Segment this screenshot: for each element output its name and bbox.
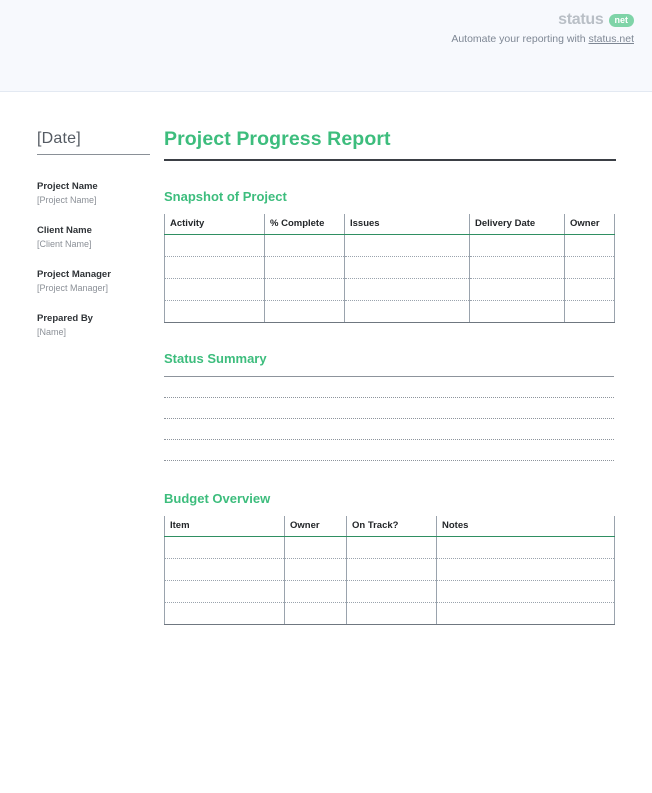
cell[interactable] bbox=[437, 559, 615, 581]
column-header-notes: Notes bbox=[437, 516, 615, 537]
summary-line[interactable] bbox=[164, 376, 614, 398]
column-header-delivery-date: Delivery Date bbox=[470, 214, 565, 235]
cell[interactable] bbox=[165, 603, 285, 625]
cell[interactable] bbox=[347, 603, 437, 625]
meta-item-client-name bbox=[37, 225, 152, 249]
cell[interactable] bbox=[165, 257, 265, 279]
page-title: Project Progress Report bbox=[164, 128, 616, 161]
cell[interactable] bbox=[165, 581, 285, 603]
column-header-on-track: On Track? bbox=[347, 516, 437, 537]
column-header-owner: Owner bbox=[285, 516, 347, 537]
meta-item-project-name bbox=[37, 181, 152, 205]
cell[interactable] bbox=[565, 301, 615, 323]
table-row bbox=[165, 279, 615, 301]
cell[interactable] bbox=[437, 537, 615, 559]
page-header-band bbox=[0, 0, 652, 92]
column-header-activity: Activity bbox=[165, 214, 265, 235]
meta-value[interactable]: [Project Name] bbox=[37, 195, 97, 205]
table-header-row bbox=[165, 214, 615, 235]
summary-line[interactable] bbox=[164, 440, 614, 461]
cell[interactable] bbox=[470, 257, 565, 279]
cell[interactable] bbox=[165, 559, 285, 581]
cell[interactable] bbox=[565, 279, 615, 301]
cell[interactable] bbox=[345, 279, 470, 301]
cell[interactable] bbox=[565, 235, 615, 257]
section-title: Budget Overview bbox=[164, 491, 271, 506]
status-net-link[interactable]: status.net bbox=[588, 33, 634, 45]
cell[interactable] bbox=[347, 537, 437, 559]
meta-label: Project Name bbox=[37, 181, 98, 192]
table-row bbox=[165, 559, 615, 581]
meta-value[interactable]: [Project Manager] bbox=[37, 283, 109, 293]
cell[interactable] bbox=[470, 301, 565, 323]
column-header-owner: Owner bbox=[565, 214, 615, 235]
cell[interactable] bbox=[265, 235, 345, 257]
cell[interactable] bbox=[347, 581, 437, 603]
header-tagline bbox=[451, 33, 634, 45]
cell[interactable] bbox=[285, 603, 347, 625]
meta-value[interactable]: [Client Name] bbox=[37, 239, 92, 249]
column-header-issues: Issues bbox=[345, 214, 470, 235]
section-budget-overview bbox=[164, 491, 616, 625]
tagline-text: Automate your reporting with bbox=[451, 33, 589, 45]
cell[interactable] bbox=[165, 279, 265, 301]
project-meta-list bbox=[37, 181, 152, 337]
section-status-summary bbox=[164, 351, 616, 461]
meta-label: Prepared By bbox=[37, 313, 93, 324]
date-field[interactable]: [Date] bbox=[37, 130, 150, 155]
table-row bbox=[165, 235, 615, 257]
cell[interactable] bbox=[165, 301, 265, 323]
table-row bbox=[165, 257, 615, 279]
table-row bbox=[165, 537, 615, 559]
cell[interactable] bbox=[285, 581, 347, 603]
cell[interactable] bbox=[565, 257, 615, 279]
summary-line[interactable] bbox=[164, 398, 614, 419]
cell[interactable] bbox=[470, 235, 565, 257]
budget-table bbox=[164, 516, 615, 625]
brand-badge: net bbox=[609, 14, 635, 27]
brand-logo bbox=[558, 11, 634, 29]
section-snapshot-of-project bbox=[164, 189, 616, 323]
cell[interactable] bbox=[165, 537, 285, 559]
table-row bbox=[165, 581, 615, 603]
cell[interactable] bbox=[347, 559, 437, 581]
table-header-row bbox=[165, 516, 615, 537]
table-row bbox=[165, 301, 615, 323]
section-title: Snapshot of Project bbox=[164, 189, 287, 204]
cell[interactable] bbox=[345, 257, 470, 279]
column-header-percent-complete: % Complete bbox=[265, 214, 345, 235]
meta-item-prepared-by bbox=[37, 313, 152, 337]
meta-value[interactable]: [Name] bbox=[37, 327, 67, 337]
cell[interactable] bbox=[265, 257, 345, 279]
summary-line[interactable] bbox=[164, 419, 614, 440]
table-row bbox=[165, 603, 615, 625]
cell[interactable] bbox=[265, 279, 345, 301]
cell[interactable] bbox=[437, 581, 615, 603]
cell[interactable] bbox=[165, 235, 265, 257]
cell[interactable] bbox=[345, 235, 470, 257]
cell[interactable] bbox=[265, 301, 345, 323]
meta-item-project-manager bbox=[37, 269, 152, 293]
cell[interactable] bbox=[470, 279, 565, 301]
cell[interactable] bbox=[345, 301, 470, 323]
snapshot-table bbox=[164, 214, 615, 323]
meta-label: Client Name bbox=[37, 225, 92, 236]
cell[interactable] bbox=[437, 603, 615, 625]
document-body bbox=[164, 128, 616, 625]
column-header-item: Item bbox=[165, 516, 285, 537]
document-sidebar bbox=[37, 130, 152, 357]
brand-name: status bbox=[558, 11, 604, 28]
cell[interactable] bbox=[285, 537, 347, 559]
status-summary-lines bbox=[164, 376, 614, 461]
cell[interactable] bbox=[285, 559, 347, 581]
meta-label: Project Manager bbox=[37, 269, 111, 280]
section-title: Status Summary bbox=[164, 351, 267, 366]
